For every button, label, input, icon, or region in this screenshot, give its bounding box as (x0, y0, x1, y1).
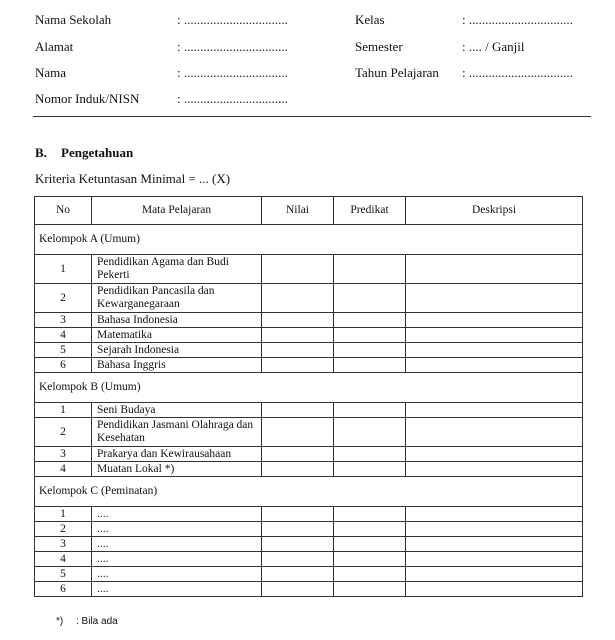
cell-subject: Pendidikan Jasmani Olahraga dan Kesehatan (92, 418, 262, 447)
cell-predicate[interactable] (334, 328, 406, 343)
col-header-score: Nilai (262, 197, 334, 225)
field-nisn (35, 91, 139, 107)
field-label: Nama Sekolah (35, 12, 112, 27)
cell-description[interactable] (406, 328, 583, 343)
cell-score[interactable] (262, 582, 334, 597)
col-header-predicate: Predikat (334, 197, 406, 225)
cell-description[interactable] (406, 418, 583, 447)
field-name-value: : ................................ (177, 65, 288, 80)
kkm-text: Kriteria Ketuntasan Minimal = ... (X) (35, 171, 231, 186)
cell-predicate[interactable] (334, 418, 406, 447)
table-row (35, 507, 583, 522)
table-row (35, 567, 583, 582)
cell-description[interactable] (406, 284, 583, 313)
field-academic-year-value: : ................................ (462, 65, 573, 80)
field-label: Kelas (355, 12, 385, 27)
field-semester-value: : .... / Ganjil (462, 39, 525, 54)
table-row (35, 582, 583, 597)
field-address-value: : ................................ (177, 39, 288, 54)
cell-description[interactable] (406, 358, 583, 373)
table-row (35, 447, 583, 462)
cell-predicate[interactable] (334, 284, 406, 313)
cell-score[interactable] (262, 552, 334, 567)
cell-predicate[interactable] (334, 582, 406, 597)
cell-description[interactable] (406, 567, 583, 582)
cell-predicate[interactable] (334, 522, 406, 537)
cell-description[interactable] (406, 552, 583, 567)
cell-description[interactable] (406, 343, 583, 358)
cell-subject: .... (92, 552, 262, 567)
col-header-description: Deskripsi (406, 197, 583, 225)
cell-score[interactable] (262, 462, 334, 477)
cell-no: 1 (35, 507, 92, 522)
field-academic-year (355, 65, 439, 81)
cell-subject: .... (92, 537, 262, 552)
group-row-a (35, 225, 583, 255)
cell-predicate[interactable] (334, 255, 406, 284)
cell-score[interactable] (262, 447, 334, 462)
field-semester (355, 39, 403, 55)
footnote-mark: *) (56, 616, 64, 627)
cell-subject: Matematika (92, 328, 262, 343)
group-row-b (35, 373, 583, 403)
table-header-row (35, 197, 583, 225)
header-divider (33, 116, 591, 117)
cell-score[interactable] (262, 403, 334, 418)
table-row (35, 537, 583, 552)
table-row (35, 343, 583, 358)
cell-no: 4 (35, 552, 92, 567)
cell-predicate[interactable] (334, 537, 406, 552)
cell-predicate[interactable] (334, 447, 406, 462)
cell-score[interactable] (262, 343, 334, 358)
cell-score[interactable] (262, 328, 334, 343)
cell-predicate[interactable] (334, 403, 406, 418)
grades-table (34, 196, 583, 597)
table-row (35, 284, 583, 313)
table-row (35, 462, 583, 477)
table-row (35, 313, 583, 328)
field-class-value: : ................................ (462, 12, 573, 27)
table-row (35, 522, 583, 537)
cell-predicate[interactable] (334, 462, 406, 477)
field-label: Semester (355, 39, 403, 54)
cell-score[interactable] (262, 313, 334, 328)
cell-description[interactable] (406, 255, 583, 284)
cell-score[interactable] (262, 507, 334, 522)
footnote-text: : Bila ada (76, 616, 118, 627)
cell-subject: Sejarah Indonesia (92, 343, 262, 358)
cell-score[interactable] (262, 284, 334, 313)
section-name: Pengetahuan (61, 145, 134, 160)
field-address (35, 39, 73, 55)
cell-subject: Seni Budaya (92, 403, 262, 418)
cell-score[interactable] (262, 522, 334, 537)
cell-score[interactable] (262, 537, 334, 552)
cell-subject: Bahasa Inggris (92, 358, 262, 373)
cell-subject: Muatan Lokal *) (92, 462, 262, 477)
cell-no: 6 (35, 358, 92, 373)
cell-no: 3 (35, 313, 92, 328)
col-header-no: No (35, 197, 92, 225)
cell-subject: Prakarya dan Kewirausahaan (92, 447, 262, 462)
field-label: Nama (35, 65, 67, 80)
cell-predicate[interactable] (334, 358, 406, 373)
cell-no: 2 (35, 418, 92, 447)
cell-score[interactable] (262, 567, 334, 582)
cell-description[interactable] (406, 462, 583, 477)
cell-description[interactable] (406, 537, 583, 552)
group-label: Kelompok C (Peminatan) (35, 477, 583, 507)
cell-subject: .... (92, 582, 262, 597)
cell-description[interactable] (406, 403, 583, 418)
cell-no: 6 (35, 582, 92, 597)
group-label: Kelompok B (Umum) (35, 373, 583, 403)
col-header-subject: Mata Pelajaran (92, 197, 262, 225)
cell-predicate[interactable] (334, 507, 406, 522)
cell-description[interactable] (406, 522, 583, 537)
cell-description[interactable] (406, 313, 583, 328)
cell-no: 2 (35, 284, 92, 313)
cell-no: 5 (35, 343, 92, 358)
table-row (35, 552, 583, 567)
cell-no: 2 (35, 522, 92, 537)
field-name (35, 65, 66, 81)
table-row (35, 403, 583, 418)
table-row (35, 358, 583, 373)
cell-subject: .... (92, 567, 262, 582)
cell-predicate[interactable] (334, 343, 406, 358)
cell-no: 3 (35, 537, 92, 552)
cell-score[interactable] (262, 418, 334, 447)
field-label: Alamat (35, 39, 74, 54)
table-row (35, 418, 583, 447)
cell-predicate[interactable] (334, 567, 406, 582)
cell-score[interactable] (262, 358, 334, 373)
group-label: Kelompok A (Umum) (35, 225, 583, 255)
cell-description[interactable] (406, 447, 583, 462)
section-title (35, 145, 133, 161)
group-row-c (35, 477, 583, 507)
cell-predicate[interactable] (334, 313, 406, 328)
cell-subject: Pendidikan Pancasila dan Kewarganegaraan (92, 284, 262, 313)
field-label: Tahun Pelajaran (355, 65, 439, 80)
cell-no: 4 (35, 462, 92, 477)
table-row (35, 255, 583, 284)
field-nisn-value: : ................................ (177, 91, 288, 106)
cell-no: 1 (35, 403, 92, 418)
cell-predicate[interactable] (334, 552, 406, 567)
cell-subject: .... (92, 522, 262, 537)
cell-score[interactable] (262, 255, 334, 284)
section-number: B. (35, 145, 47, 160)
cell-subject: Bahasa Indonesia (92, 313, 262, 328)
cell-description[interactable] (406, 507, 583, 522)
field-class (355, 12, 385, 28)
table-row (35, 328, 583, 343)
footnote (56, 616, 118, 627)
cell-no: 5 (35, 567, 92, 582)
cell-no: 3 (35, 447, 92, 462)
field-school-name (35, 12, 111, 28)
cell-subject: Pendidikan Agama dan Budi Pekerti (92, 255, 262, 284)
field-label: Nomor Induk/NISN (35, 91, 140, 106)
cell-no: 1 (35, 255, 92, 284)
cell-description[interactable] (406, 582, 583, 597)
field-school-name-value: : ................................ (177, 12, 288, 27)
cell-no: 4 (35, 328, 92, 343)
cell-subject: .... (92, 507, 262, 522)
